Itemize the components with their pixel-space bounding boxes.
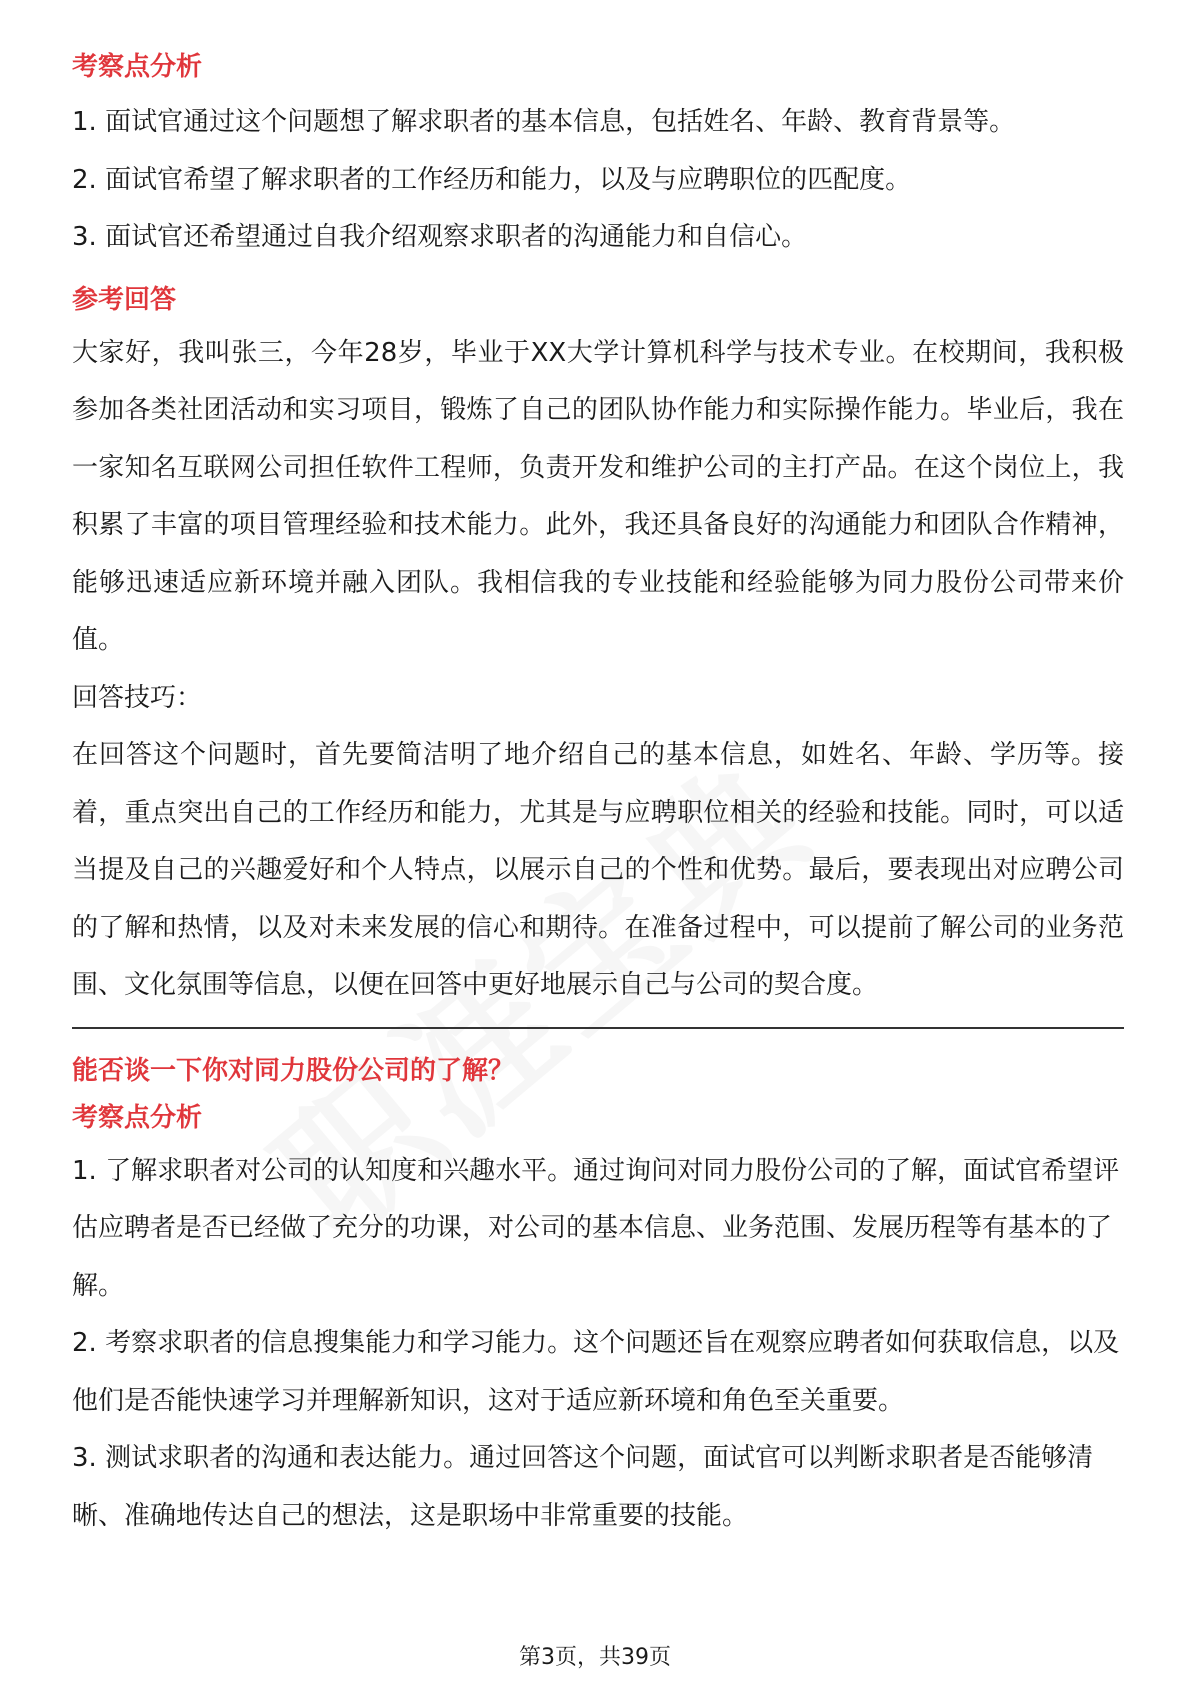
page-content — [72, 48, 1124, 1545]
reference-answer: 大家好，我叫张三，今年28岁，毕业于XX大学计算机科学与技术专业。在校期间，我积极参加各类社团活动和实习项目，锻炼了自己的团队协作能力和实际操作能力。毕业后，我在一家知名互联网公司担任软件工程师，负责开发和维护公司的主打产品。在这个岗位上，我积累了丰富的项目管理经验和技术能力。此外，我还具备良好的沟通能力和团队合作精神，能够迅速适应新环境并融入团队。我相信我的专业技能和经验能够为同力股份公司带来价值。 — [72, 337, 1124, 655]
list-item: 2. 面试官希望了解求职者的工作经历和能力，以及与应聘职位的匹配度。 — [72, 164, 912, 195]
tips-label: 回答技巧： — [72, 682, 203, 713]
section-heading-analysis-2: 考察点分析 — [72, 1102, 203, 1133]
analysis-list-2 — [72, 1143, 1124, 1546]
list-item: 1. 了解求职者对公司的认知度和兴趣水平。通过询问对同力股份公司的了解，面试官希望评估应聘者是否已经做了充分的功课，对公司的基本信息、业务范围、发展历程等有基本的了解。 — [72, 1155, 1120, 1301]
divider — [72, 1027, 1124, 1029]
section-heading-analysis: 考察点分析 — [72, 52, 203, 82]
tips-text: 在回答这个问题时，首先要简洁明了地介绍自己的基本信息，如姓名、年龄、学历等。接着，重点突出自己的工作经历和能力，尤其是与应聘职位相关的经验和技能。同时，可以适当提及自己的兴趣爱好和个人特点，以展示自己的个性和优势。最后，要表现出对应聘公司的了解和热情，以及对未来发展的信心和期待。在准备过程中，可以提前了解公司的业务范围、文化氛围等信息，以便在回答中更好地展示自己与公司的契合度。 — [72, 740, 1124, 1000]
question-title: 能否谈一下你对同力股份公司的了解？ — [72, 1055, 515, 1086]
analysis-list — [72, 94, 1124, 267]
list-item: 3. 面试官还希望通过自我介绍观察求职者的沟通能力和自信心。 — [72, 222, 808, 252]
page-number: 第3页，共39页 — [519, 1645, 671, 1670]
list-item: 3. 测试求职者的沟通和表达能力。通过回答这个问题，面试官可以判断求职者是否能够清晰、准确地传达自己的想法，这是职场中非常重要的技能。 — [72, 1443, 1094, 1531]
list-item: 2. 考察求职者的信息搜集能力和学习能力。这个问题还旨在观察应聘者如何获取信息，以及他们是否能快速学习并理解新知识，这对于适应新环境和角色至关重要。 — [72, 1328, 1120, 1416]
list-item: 1. 面试官通过这个问题想了解求职者的基本信息，包括姓名、年龄、教育背景等。 — [72, 107, 1016, 137]
section-heading-answer: 参考回答 — [72, 284, 177, 315]
